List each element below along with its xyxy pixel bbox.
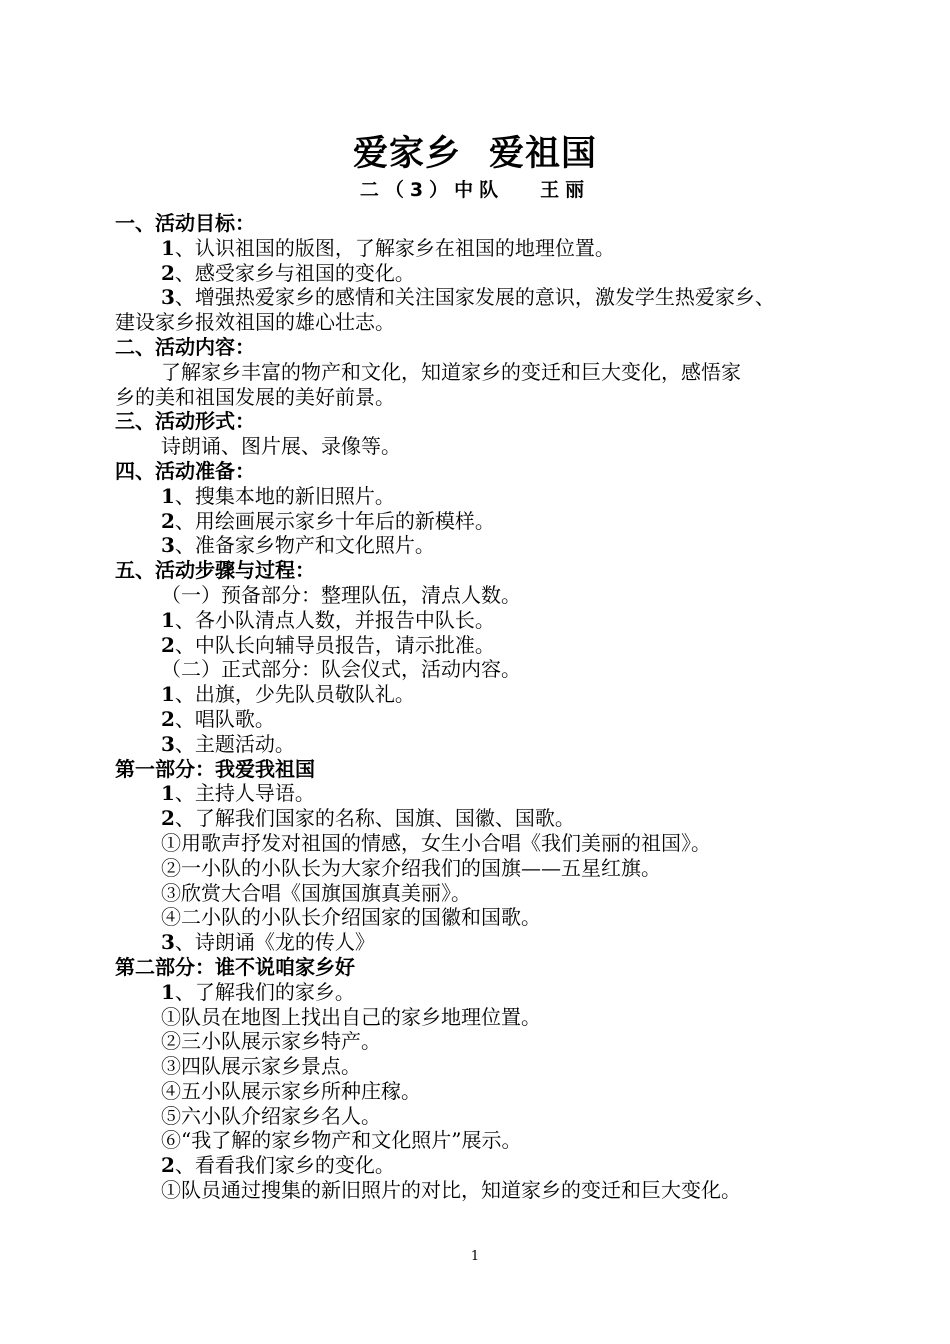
section-heading-goals: 一、活动目标： (115, 211, 255, 235)
sub-list-item: ③四队展示家乡景点。 (161, 1054, 361, 1079)
sub-list-item: ②一小队的小队长为大家介绍我们的国旗——五星红旗。 (161, 855, 661, 880)
list-item: 2、用绘画展示家乡十年后的新模样。 (161, 508, 495, 533)
sub-heading-formal: （二）正式部分：队会仪式，活动内容。 (161, 657, 521, 682)
sub-heading-prep: （一）预备部分：整理队伍，清点人数。 (161, 582, 521, 607)
sub-list-item: ⑥“我了解的家乡物产和文化照片”展示。 (161, 1128, 522, 1153)
list-item: 1、了解我们的家乡。 (161, 979, 355, 1004)
list-item: 2、了解我们国家的名称、国旗、国徽、国歌。 (161, 806, 575, 831)
paragraph-continuation: 建设家乡报效祖国的雄心壮志。 (115, 310, 395, 335)
paragraph-continuation: 乡的美和祖国发展的美好前景。 (115, 384, 395, 409)
part-heading-2: 第二部分：谁不说咱家乡好 (115, 954, 355, 979)
list-item: 3、准备家乡物产和文化照片。 (161, 533, 435, 558)
sub-list-item: ①队员通过搜集的新旧照片的对比，知道家乡的变迁和巨大变化。 (161, 1178, 741, 1203)
list-item: 1、主持人导语。 (161, 781, 315, 806)
document-subtitle (0, 175, 950, 202)
list-item: 1、各小队清点人数，并报告中队长。 (161, 607, 495, 632)
sub-list-item: ④二小队的小队长介绍国家的国徽和国歌。 (161, 905, 541, 930)
list-item: 3、增强热爱家乡的感情和关注国家发展的意识，激发学生热爱家乡、 (161, 285, 775, 310)
subtitle-unit: 二（3）中队 (359, 179, 505, 201)
list-item: 1、认识祖国的版图，了解家乡在祖国的地理位置。 (161, 235, 615, 260)
list-item: 3、主题活动。 (161, 731, 295, 756)
section-heading-preparation: 四、活动准备： (115, 458, 255, 483)
sub-list-item: ④五小队展示家乡所种庄稼。 (161, 1078, 421, 1103)
title-part1: 爱家乡 (352, 134, 461, 174)
title-part2: 爱祖国 (489, 134, 598, 174)
list-item: 1、搜集本地的新旧照片。 (161, 483, 395, 508)
section-heading-content: 二、活动内容： (115, 334, 255, 359)
sub-list-item: ①用歌声抒发对祖国的情感，女生小合唱《我们美丽的祖国》。 (161, 830, 711, 855)
list-item: 1、出旗，少先队员敬队礼。 (161, 682, 415, 707)
subtitle-author: 王丽 (540, 179, 591, 201)
list-item: 2、看看我们家乡的变化。 (161, 1153, 395, 1178)
document-body (115, 211, 835, 1203)
section-heading-form: 三、活动形式： (115, 409, 255, 434)
list-item: 2、中队长向辅导员报告，请示批准。 (161, 632, 495, 657)
document-title (0, 126, 950, 176)
paragraph-line: 诗朗诵、图片展、录像等。 (161, 434, 401, 459)
sub-list-item: ②三小队展示家乡特产。 (161, 1029, 381, 1054)
sub-list-item: ③欣赏大合唱《国旗国旗真美丽》。 (161, 880, 471, 905)
list-item: 2、感受家乡与祖国的变化。 (161, 260, 415, 285)
page-number: 1 (470, 1249, 480, 1264)
sub-list-item: ①队员在地图上找出自己的家乡地理位置。 (161, 1004, 541, 1029)
list-item: 2、唱队歌。 (161, 706, 275, 731)
sub-list-item: ⑤六小队介绍家乡名人。 (161, 1103, 381, 1128)
paragraph-line: 了解家乡丰富的物产和文化，知道家乡的变迁和巨大变化，感悟家 (161, 359, 741, 384)
list-item: 3、诗朗诵《龙的传人》 (161, 930, 375, 955)
section-heading-steps: 五、活动步骤与过程： (115, 558, 315, 583)
part-heading-1: 第一部分：我爱我祖国 (115, 756, 315, 781)
